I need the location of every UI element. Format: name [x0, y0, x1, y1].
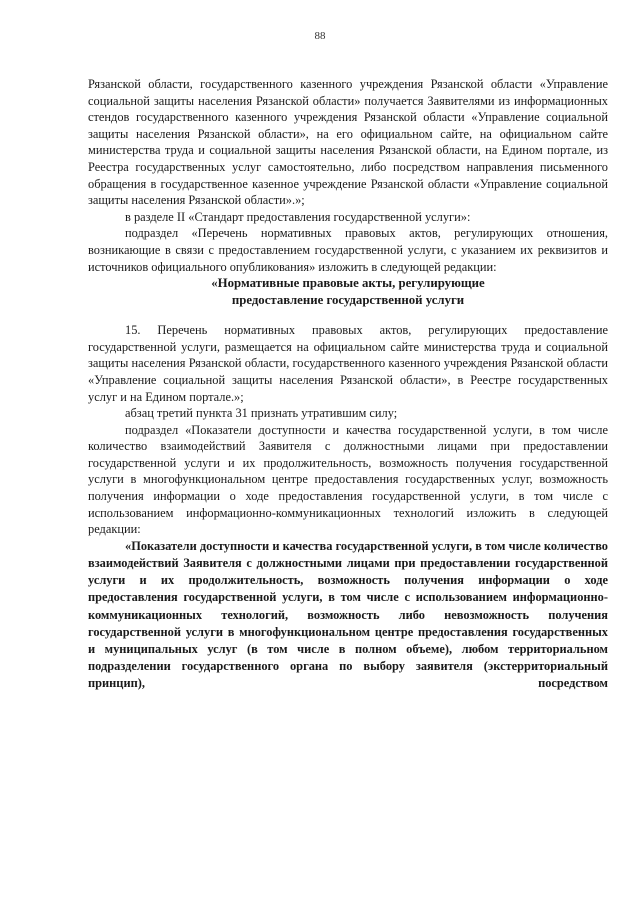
paragraph-indicators-bold: «Показатели доступности и качества государственной услуги, в том числе количество взаимодействий Заявителя с должностными лицами при предоставлении государственной услуги и их продолжительность, возможность получения информации о ходе предоставления государственной услуги, в том числе с использованием информационно-коммуникационных технологий, возможность либо невозможность получения государственной услуги в многофункциональном центре предоставления государственных и муниципальных услуг (в том числе в полном объеме), любом территориальном подразделении государственного органа по выбору заявителя (экстерриториальный принцип), посредством: [88, 538, 608, 691]
paragraph-subsection-normative-acts: подраздел «Перечень нормативных правовых актов, регулирующих отношения, возникающие в связи с предоставлением государственной услуги, с указанием их реквизитов и источников официального опубликования» изложить в следующей редакции:: [88, 226, 608, 274]
paragraph-section-ii: в разделе II «Стандарт предоставления государственной услуги»:: [125, 209, 471, 224]
paragraph-subsection-indicators: подраздел «Показатели доступности и качества государственной услуги, в том числе количество взаимодействий Заявителя с должностными лицами при предоставлении государственной услуги и их продолжительность, возможность получения государственной услуги в многофункциональном центре предоставления государственных услуг, возможность получения информации о ходе предоставления государственной услуги, в том числе с использованием информационно-коммуникационных технологий изложить в следующей редакции:: [88, 422, 608, 537]
paragraph-item-31: абзац третий пункта 31 признать утратившим силу;: [125, 406, 398, 421]
heading-normative-acts-line1: «Нормативные правовые акты, регулирующие: [211, 276, 485, 291]
document-body: [88, 76, 608, 693]
paragraph-item-15: 15. Перечень нормативных правовых актов, регулирующих предоставление государственной услуги, размещается на официальном сайте министерства труда и социальной защиты населения Рязанской области, государственного казенного учреждения Рязанской области «Управление социальной защиты населения Рязанской области», в Реестре государственных услуг и на Едином портале.»;: [88, 323, 608, 404]
page-number: 88: [314, 30, 326, 42]
heading-normative-acts-line2: предоставление государственной услуги: [231, 293, 465, 308]
paragraph-continuation: Рязанской области, государственного казенного учреждения Рязанской области «Управление социальной защиты населения Рязанской области» получается Заявителями из информационных стендов государственного казенного учреждения Рязанской области «Управление социальной защиты населения Рязанской области», на его официальном сайте, на официальном сайте министерства труда и социальной защиты населения Рязанской области, на Едином портале, из Реестра государственных услуг самостоятельно, либо посредством направления письменного обращения в государственное казенное учреждение Рязанской области «Управление социальной защиты населения Рязанской области».»;: [88, 77, 608, 208]
bold-quoted-heading: [88, 538, 608, 693]
